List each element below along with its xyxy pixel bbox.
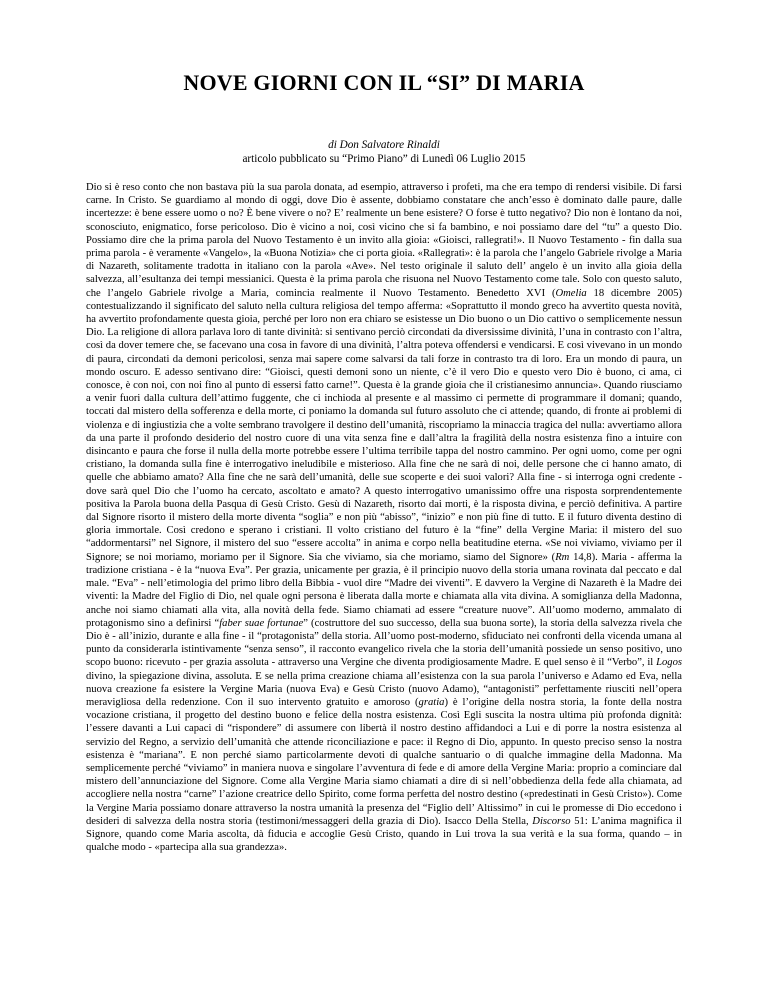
source-line: articolo pubblicato su “Primo Piano” di Lunedì 06 Luglio 2015	[242, 153, 526, 165]
author-line: di Don Salvatore Rinaldi	[328, 139, 440, 151]
article-body	[86, 181, 682, 854]
body-text-5: divino, la spiegazione divina, assoluta. E se nella prima creazione chiama all’esistenza con la sua parola l’universo e Adamo ed Eva, nella nuova creazione fa esistere la Vergine Maria (nuova Eva) e Gesù Cristo (nuovo Adamo), “antagonisti” perfettamente riusciti nell’opera meravigliosa della redenzione. Con il suo intervento gratuito e amoroso (	[86, 670, 682, 708]
latin-phrase: faber suae fortunae	[219, 617, 304, 629]
body-text-2: 18 dicembre 2005) contestualizzando il significato del saluto nella cultura religiosa del tempo afferma: «Soprattutto il mondo greco ha avvertito questa novità, ha avvertito profondamente questa gioia, perché per loro non era chiaro se esistesse un Dio buono o un Dio cattivo o semplicemente nessun Dio. La religione di allora parlava loro di tante divinità: si sentivano perciò circondati da diversissime divinità, l’una in contrasto con l’altra, così da dover temere che, se facevano una cosa in favore di una divinità, l’altra poteva offendersi e vendicarsi. E così vivevano in un mondo di paura, circondati da demoni pericolosi, senza mai sapere come salvarsi da tali forze in contrasto tra di loro. Era un mondo di paura, un mondo oscuro. E adesso sentivano dire: “Gioisci, questi demoni sono un niente, c’è il vero Dio e questo vero Dio è buono, ci ama, ci conosce, è con noi, con noi fino al punto di essersi fatto carne!”. Questa è la grande gioia che il cristianesimo annuncia». Quando riusciamo a venir fuori dalla cultura dell’attimo fuggente, che ci inchioda al presente e al massimo ci permette di programmare il domani; quando, toccati dal mistero della sofferenza e della morte, ci poniamo la domanda sul futuro assoluto che ci attende; quando, di fronte ai problemi di violenza e di ingiustizia che a volte sembrano travolgere il destino dell’umanità, riscopriamo la minaccia tragica del nulla: avvertiamo allora da una parte il profondo desiderio del nostro cuore di una vita senza fine e dall’altra la fragilità della nostra esistenza fino a intuire con disincanto e paura che forse il nulla della morte potrebbe essere l’ultima terribile tappa del nostro cammino. Per ogni uomo, come per ogni cristiano, la domanda sulla fine è interrogativo ineludibile e misterioso. Alla fine che ne sarà di noi, delle persone che ci hanno amato, di quelle che abbiamo amato? Alla fine che ne sarà dell’umanità, delle sue scoperte e dei suoi valori? Alla fine - si interroga ogni credente - dove sarà quel Dio che l’uomo ha cercato, ascoltato e amato? A questo interrogativo umanissimo offre una risposta sorprendentemente positiva la Parola buona della Pasqua di Gesù Cristo. Gesù di Nazareth, risorto dai morti, è la risposta divina, e perciò definitiva. A partire dal Signore risorto il mistero della morte diventa “soglia” e non più “abisso”, “inizio” e non più fine di tutto. E il futuro diventa destino di gloria immortale. Così credono e sperano i cristiani. Il volto cristiano del futuro è la “fine” della Vergine Maria: il mistero del suo “addormentarsi” nel Signore, il mistero del suo “essere accolta” in anima e corpo nella beatitudine eterna. «Se noi viviamo, viviamo per il Signore; se noi moriamo, moriamo per il Signore. Sia che viviamo, sia che moriamo, siamo del Signore» (	[86, 287, 682, 563]
term-gratia: gratia	[418, 696, 445, 708]
body-text-4: ” (costruttore del suo successo, della sua buona sorte), la storia della salvezza rivela che Dio è - all’inizio, durante e alla fine - il “protagonista” della storia. All’uomo post-moderno, sfiduciato nei confronti della vicenda umana al punto da considerarla istintivamente “senza senso”, il racconto evangelico rivela che la storia dell’umanità possiede un senso positivo, uno scopo buono: ricevuto - per grazia assoluta - attraverso una Vergine che diventa prodigiosamente Madre. E quel senso è il “Verbo”, il	[86, 617, 682, 669]
citation-rm: Rm	[555, 551, 570, 563]
citation-discorso: Discorso	[532, 815, 571, 827]
body-text-3: 14,8). Maria - afferma la tradizione cristiana - è la “nuova Eva”. Per grazia, unicamente per grazia, è il principio nuovo della storia umana rovinata dal peccato e dal male. “Eva” - nell’etimologia del primo libro della Bibbia - vuol dire “Madre dei viventi”. E davvero la Vergine di Nazareth è la Madre dei viventi: la Madre del Figlio di Dio, nel quale ogni persona è liberata dalla morte e chiamata alla vita divina. A somiglianza della Madonna, anche noi siamo chiamati alla vita, alla novità della fede. Siamo chiamati ad essere “creature nuove”. All’uomo moderno, ammalato di protagonismo sino a definirsi “	[86, 551, 682, 629]
byline	[0, 138, 768, 166]
citation-omelia: Omelia	[555, 287, 587, 299]
body-text-1: Dio si è reso conto che non bastava più la sua parola donata, ad esempio, attraverso i profeti, ma che era tempo di rendersi visibile. Di farsi carne. In Cristo. Se guardiamo al mondo di oggi, dove Dio è assente, dobbiamo constatare che anch’esso è dominato dalle paure, dalle incertezze: è bene essere uomo o no? È bene vivere o no? E’ realmente un bene esistere? O forse è tutto negativo? Dio non è lontano da noi, sconosciuto, enigmatico, forse pericoloso. Dio è vicino a noi, così vicino che si fa bambino, e noi possiamo dare del “tu” a questo Dio. Possiamo dire che la prima parola del Nuovo Testamento è un invito alla gioia: «Gioisci, rallegrati!». Il Nuovo Testamento - fin dalla sua prima parola - è veramente «Vangelo», la «Buona Notizia» che ci porta gioia. «Rallegrati»: è la parola che l’angelo Gabriele rivolge a Maria di Nazareth, solitamente tradotta in italiano con la parola «Ave». Nel testo originale il saluto dell’ angelo è un invito alla gioia della salvezza, all’esultanza dei tempi messianici. Questa è la prima parola che risuona nel Nuovo Testamento come tale. Solo con questo saluto, che l’angelo Gabriele rivolge a Maria, comincia realmente il Nuovo Testamento. Benedetto XVI (	[86, 182, 682, 299]
article-title: NOVE GIORNI CON IL “SI” DI MARIA	[183, 70, 585, 95]
body-text-7: 51: L’anima magnifica il Signore, quando come Maria ascolta, dà fiducia e accoglie Gesù Cristo, quando in Lui trova la sua verità e la sua forma, quando – in qualche modo - «partecipa alla sua grandezza».	[86, 815, 682, 854]
term-logos: Logos	[656, 657, 682, 669]
body-text-6: ) è l’origine della nostra storia, la fonte della nostra vocazione cristiana, il progetto del destino buono e felice della nostra esistenza. Così Egli suscita la nostra ultima più profonda dignità: l’essere davanti a Lui capaci di “rispondere” di assumere con libertà il nostro destino affidandoci a Lui e di porre la nostra esistenza al servizio del Regno, a servizio dell’umanità che attende riconciliazione e pace: il Regno di Dio, appunto. In questo preciso senso la nostra esistenza è “mariana”. E non perché siamo particolarmente devoti di qualche santuario o di qualche immagine della Madonna. Ma semplicemente perché “viviamo” in maniera nuova e singolare l’avventura di fede e di amore della Vergine Maria: proprio a cominciare dal mistero dell’annunciazione del Signore. Come alla Vergine Maria siamo chiamati a dire di sì nell’obbedienza della fede alla chiamata, ad accogliere nella nostra “carne” l’azione creatrice dello Spirito, come forma perfetta del nostro destino («predestinati in Gesù Cristo»). Come la Vergine Maria possiamo donare attraverso la nostra umanità la presenza del “Figlio dell’ Altissimo” in cui le promesse di Dio eccedono i desideri di salvezza della nostra storia (testimoni/messaggeri della grazia di Dio). Isacco Della Stella,	[86, 696, 682, 827]
